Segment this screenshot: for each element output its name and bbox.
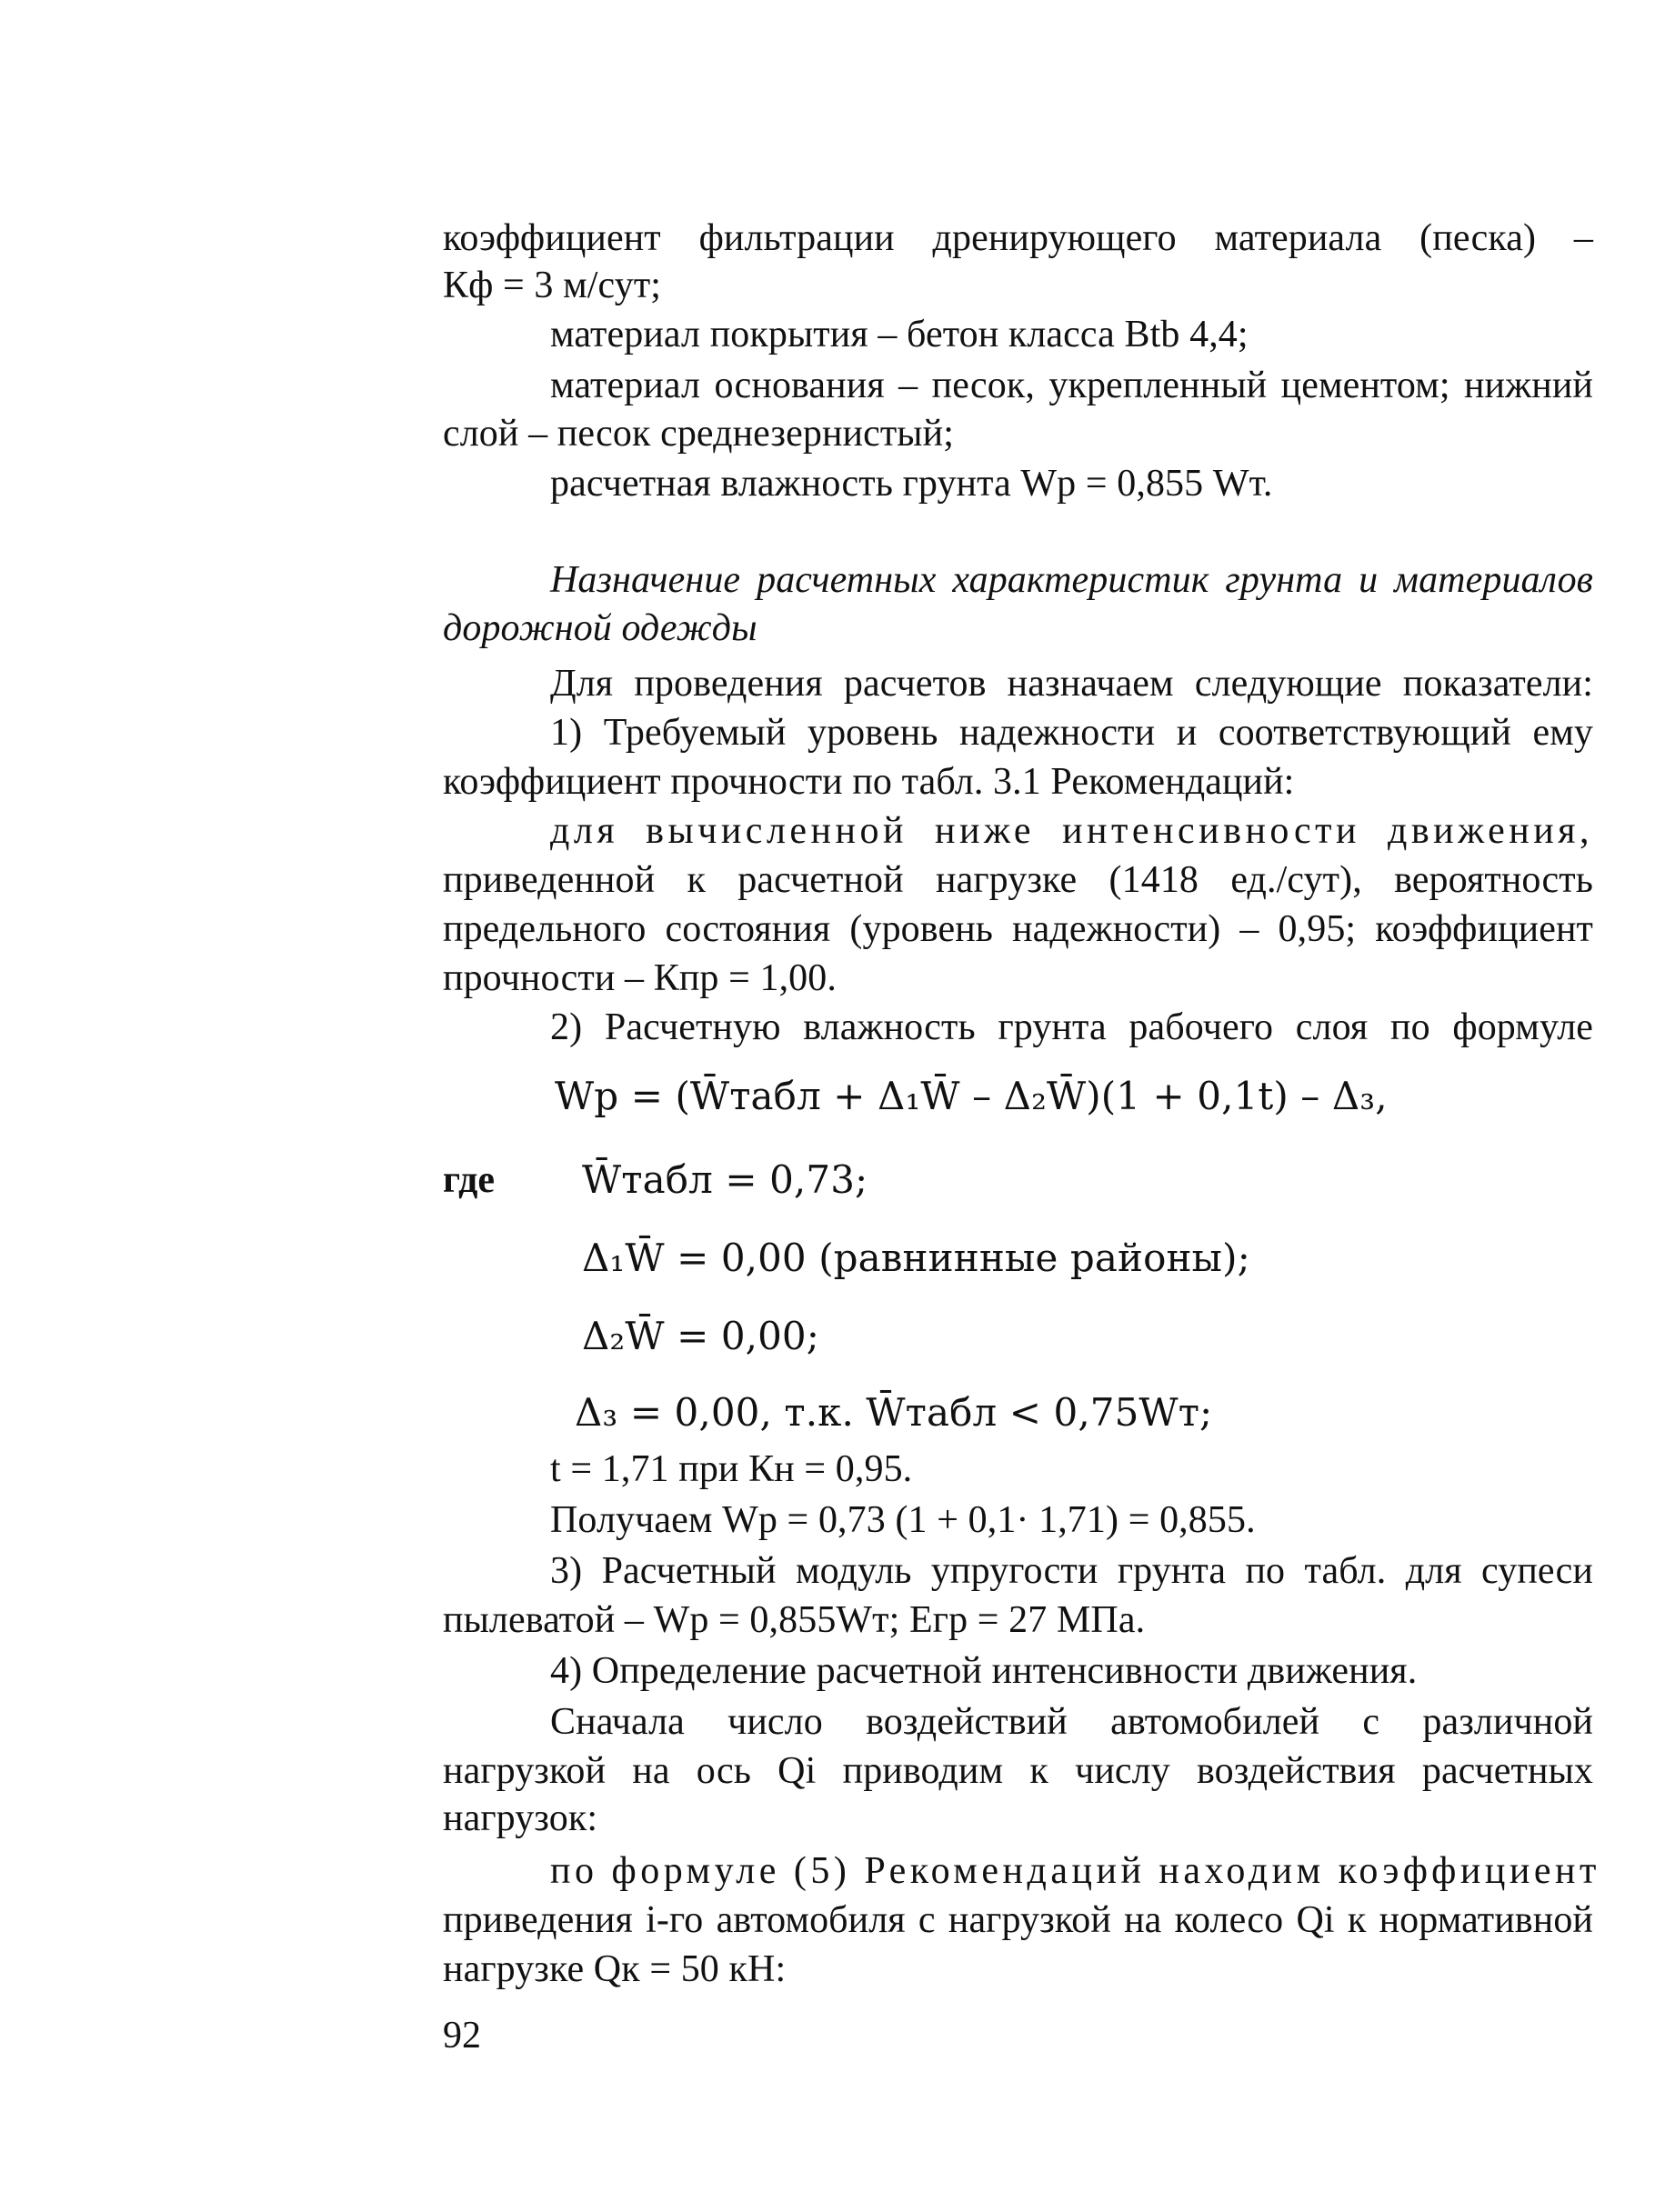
section-heading: дорожной одежды	[443, 607, 757, 649]
text-line: нагрузке Qк = 50 кН:	[443, 1948, 787, 1990]
text-line: Получаем Wр = 0,73 (1 + 0,1· 1,71) = 0,855.	[550, 1499, 1256, 1541]
text-line: 3) Расчетный модуль упругости грунта по табл. для супеси	[550, 1550, 1593, 1592]
text-line: пылеватой – Wр = 0,855Wт; Егр = 27 МПа.	[443, 1599, 1146, 1641]
text-line: нагрузкой на ось Qi приводим к числу воздействия расчетных	[443, 1750, 1593, 1792]
text-line: предельного состояния (уровень надежности) – 0,95; коэффициент	[443, 908, 1593, 950]
where-label: где	[443, 1159, 496, 1201]
text-line: Для проведения расчетов назначаем следующие показатели:	[550, 663, 1593, 705]
text-line: приведенной к расчетной нагрузке (1418 ед./сут), вероятность	[443, 859, 1593, 901]
text-line: расчетная влажность грунта Wр = 0,855 Wт.	[550, 463, 1273, 505]
text-line: слой – песок среднезернистый;	[443, 413, 954, 455]
text-line: приведения i-го автомобиля с нагрузкой на колесо Qi к нормативной	[443, 1899, 1593, 1941]
text-line: Сначала число воздействий автомобилей с различной	[550, 1701, 1593, 1743]
text-line: материал основания – песок, укрепленный цементом; нижний	[550, 365, 1593, 406]
formula-delta1: Δ₁W̄ = 0,00 (равнинные районы);	[582, 1236, 1250, 1280]
text-line: t = 1,71 при Кн = 0,95.	[550, 1448, 913, 1490]
text-line: нагрузок:	[443, 1797, 598, 1839]
formula-main: Wр = (W̄табл + Δ₁W̄ – Δ₂W̄)(1 + 0,1t) – Δ₃,	[555, 1074, 1388, 1118]
text-line: коэффициент фильтрации дренирующего материала (песка) –	[443, 217, 1593, 259]
formula-delta2: Δ₂W̄ = 0,00;	[582, 1314, 819, 1358]
text-line: 2) Расчетную влажность грунта рабочего слоя по формуле	[550, 1006, 1593, 1048]
text-line: для вычисленной ниже интенсивности движения,	[550, 810, 1593, 852]
text-line: 1) Требуемый уровень надежности и соответствующий ему	[550, 712, 1593, 754]
text-line: материал покрытия – бетон класса Btb 4,4;	[550, 314, 1249, 355]
text-line: по формуле (5) Рекомендаций находим коэффициент	[550, 1850, 1600, 1892]
text-line: 4) Определение расчетной интенсивности движения.	[550, 1650, 1418, 1692]
text-line: коэффициент прочности по табл. 3.1 Рекомендаций:	[443, 761, 1295, 803]
page-number: 92	[443, 2015, 481, 2057]
text-line: Кф = 3 м/сут;	[443, 265, 662, 306]
section-heading: Назначение расчетных характеристик грунта и материалов	[550, 559, 1593, 601]
formula-w-tabl: W̄табл = 0,73;	[582, 1157, 868, 1202]
text-line: прочности – Кпр = 1,00.	[443, 957, 837, 999]
formula-delta3: Δ₃ = 0,00, т.к. W̄табл < 0,75Wт;	[575, 1390, 1213, 1435]
